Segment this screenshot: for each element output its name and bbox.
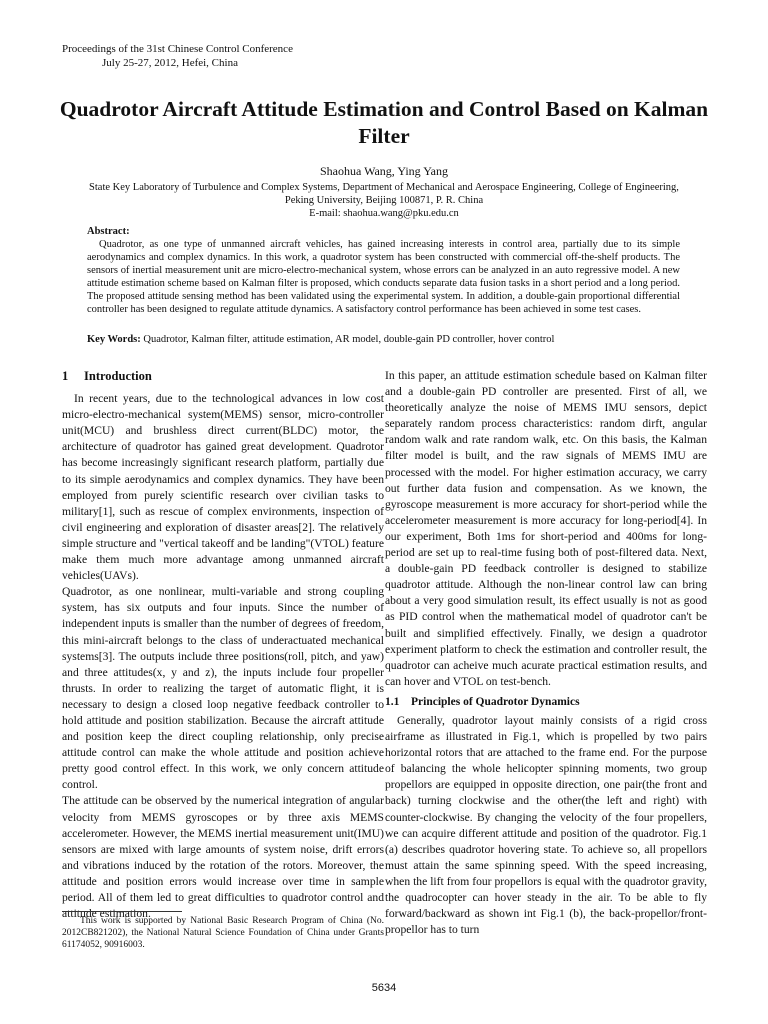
abstract-heading: Abstract: bbox=[87, 226, 130, 237]
abstract bbox=[87, 225, 680, 316]
keywords-text: Quadrotor, Kalman filter, attitude estimation, AR model, double-gain PD controller, hover control bbox=[143, 334, 555, 345]
keywords-label: Key Words: bbox=[87, 334, 141, 345]
intro-paragraph-2: Quadrotor, as one nonlinear, multi-variable and strong coupling system, has six outputs and four inputs. Since the number of independent inputs is smaller than the number of degrees of freedom, this mini-aircraft belongs to the class of underactuated mechanical systems[3]. The outputs include three positions(roll, pitch, and yaw) and three attitudes(x, y and z), the inputs include four propeller thrusts. In order to realizing the target of automatic flight, it is necessary to design a closed loop negative feedback controller to hold attitude and position stabilization. Because the aircraft attitude and position keep the direct coupling relationship, only precise attitude control can make the whole attitude and position achieve pretty good control effect. In this work, we only concern attitude control. bbox=[62, 585, 384, 792]
affiliation: State Key Laboratory of Turbulence and Complex Systems, Department of Mechanical and Aerospace Engineering, College of Engineering, Peking University, Beijing 100871, P. R. China bbox=[89, 182, 679, 206]
subsection-heading-dynamics bbox=[385, 694, 707, 710]
section-number: 1 bbox=[62, 369, 69, 383]
abstract-text: Quadrotor, as one type of unmanned aircraft vehicles, has gained increasing interests in control area, partially due to its simple aerodynamics and complex dynamics. In this work, a quadrotor system has been constructed with commercial off-the-shelf products. The sensors of inertial measurement unit are micro-electro-mechanical system, whose errors can be analyzed in an auto regressive model. A new attitude estimation scheme based on Kalman filter is proposed, which conducts separate data fusion tasks in a short period and a long period. The proposed attitude sensing method has been validated using the experimental system. In addition, a double-gain proportional differential controller has been designed to regulate attitude dynamics. A satisfactory control performance has been achieved in some test cases. bbox=[87, 239, 680, 315]
intro-paragraph-4: In this paper, an attitude estimation schedule based on Kalman filter and a double-gain PD controller are presented. First of all, we theoretically analyze the noise of MEMS IMU sensors, depict separately random process characteristics: random dirft, angular random walk and rate random walk, etc. On this basis, the Kalman filter model is built, and the raw signals of MEMS IMU are processed with the model. For higher estimation accuracy, we carry out further data fusion and compensation. As we known, the gyroscope measurement is more accuracy for short-period while the accelerometer measurement is more accuracy for long-period[4]. In our experiment, Both 1ms for short-period and 400ms for long-period are set up to real-time fusing both of post-filtered data. Next, a double-gain PD feedback controller is designed to stabilize quadrotor attitude. Although the non-linear control law can bring about a very good simulation result, its effect usually is not as good as PID control when the mathematical model of quadrotor can't be built and simplified effectively. Finally, we design a quadrotor experiment platform to check the estimation and controller result, the quadrotor can acheive much acurate practical estimation results, and can hover and VTOL on test-bench. bbox=[385, 369, 707, 688]
dynamics-paragraph-1: Generally, quadrotor layout mainly consists of a rigid cross airframe as illustrated in Fig.1, which is propelled by two pairs horizontal rotors that are attached to the frame end. For the purpose of balancing the whole helicopter spinning moments, two group propellors are equipped in opposite direction, one pair(the front and back) turning clockwise and the other(the left and right) with counter-clockwise. By changing the velocity of the four propellers, we can acquire different attitude and position of the quadrotor. Fig.1 (a) describes quadrotor hovering state. To achieve so, all propellors must attain the same spinning speed. With the speed increasing, when the lift from four propellors is equal with the quadrotor gravity, the quadrocopter can hover steady in the air. To be able to fly forward/backward as shown int Fig.1 (b), the back-propellor/front-propellor has to turn bbox=[385, 713, 707, 937]
intro-paragraph-1: In recent years, due to the technological advances in low cost micro-electro-mechanical system(MEMS) sensor, micro-controller unit(MCU) and brushless direct current(BLDC) motor, the architecture of quadrotor has gained great development. Quadrotor has become increasingly significant research platform, partially due to its simple aerodynamics and complex dynamics. They have been employed from purely scientific research over civilian tasks to military[1], such as rescue of complex environments, inspection of civil engineering and exploration of disaster areas[2]. The relatively simple structure and "vertical takeoff and be landing"(VTOL) feature make them much more advantage among unmanned aircraft vehicles(UAVs). bbox=[62, 392, 384, 583]
page-number: 5634 bbox=[371, 982, 397, 994]
subsection-title: Principles of Quadrotor Dynamics bbox=[411, 695, 580, 708]
keywords bbox=[87, 333, 680, 346]
email: E-mail: shaohua.wang@pku.edu.cn bbox=[309, 208, 459, 219]
conference-dates: July 25-27, 2012, Hefei, China bbox=[102, 57, 238, 69]
right-column bbox=[385, 368, 707, 938]
proceedings-header bbox=[62, 42, 293, 70]
section-title: Introduction bbox=[84, 369, 152, 383]
subsection-number: 1.1 bbox=[385, 695, 400, 708]
intro-paragraph-3: The attitude can be observed by the numerical integration of angular velocity from MEMS gyroscopes or by three axis MEMS accelerometer. However, the MEMS inertial measurement unit(IMU) sensors are mixed with large amounts of system noise, drift errors and vibrations induced by the rotation of the rotors. Moreover, the attitude and position errors would increase over time in sample period. All of them led to great difficulties to quadrotor control and attitude estimation. bbox=[62, 794, 384, 921]
left-column bbox=[62, 368, 384, 922]
affiliation-block bbox=[80, 181, 688, 220]
authors: Shaohua Wang, Ying Yang bbox=[319, 164, 449, 178]
footnote-rule bbox=[62, 911, 182, 912]
proceedings-name: Proceedings of the 31st Chinese Control Conference bbox=[62, 43, 293, 55]
funding-footnote: This work is supported by National Basic Research Program of China (No. 2012CB821202), the National Natural Science Foundation of China under Grants 61174052, 90916003. bbox=[62, 916, 384, 950]
paper-title: Quadrotor Aircraft Attitude Estimation and Control Based on Kalman Filter bbox=[59, 97, 709, 148]
section-heading-introduction bbox=[62, 368, 384, 384]
